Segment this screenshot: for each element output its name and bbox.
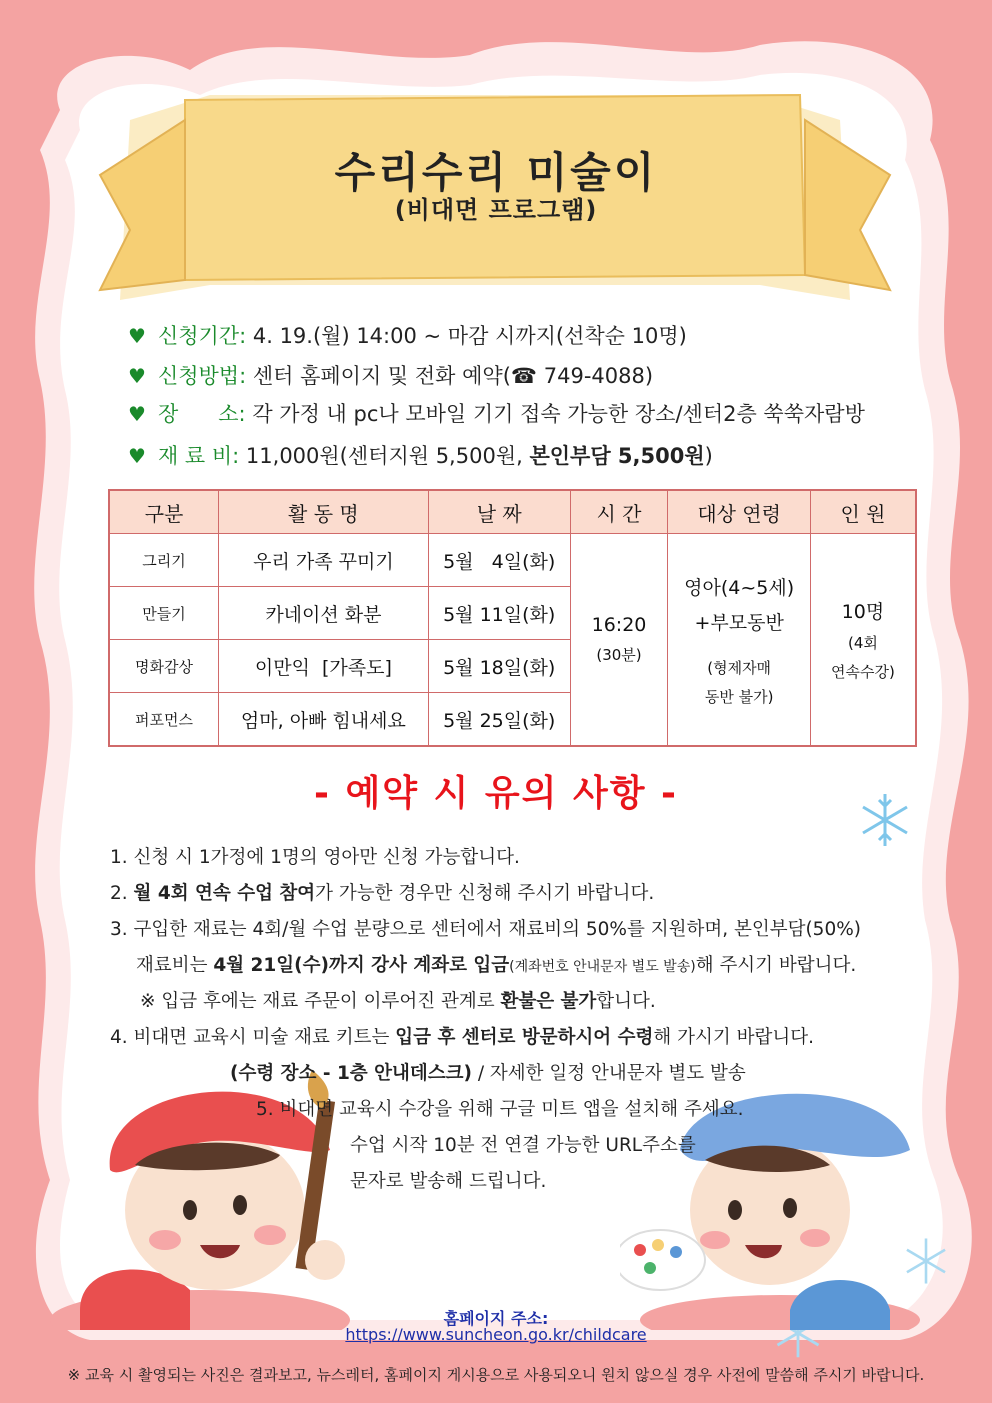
notice-line xyxy=(230,1059,746,1085)
notice-text: 재료비는 xyxy=(136,955,214,976)
notice-line xyxy=(140,987,656,1013)
table-row xyxy=(109,534,916,587)
count-note-2: 연속수강) xyxy=(831,663,895,681)
info-label: 장 소: xyxy=(157,402,246,426)
homepage-link[interactable]: https://www.suncheon.go.kr/childcare xyxy=(345,1325,647,1344)
info-value: 센터 홈페이지 및 전화 예약(☎ 749-4088) xyxy=(252,364,654,388)
notice-text: ※ 입금 후에는 재료 주문이 이루어진 관계로 xyxy=(140,991,501,1012)
info-location xyxy=(128,398,865,428)
table-cell-date: 5월 4일(화) xyxy=(428,534,570,587)
age-line-1: 영아(4~5세) xyxy=(684,576,795,599)
notice-emphasis: 환불은 불가 xyxy=(500,991,597,1012)
notice-text: 가 가능한 경우만 신청해 주시기 바랍니다. xyxy=(315,883,655,904)
info-label: 재 료 비: xyxy=(157,444,240,468)
info-value: 11,000원(센터지원 5,500원, xyxy=(245,444,530,468)
notice-title: - 예약 시 유의 사항 - xyxy=(314,773,678,814)
heart-icon: ♥ xyxy=(128,402,146,426)
info-value-tail: ) xyxy=(704,444,713,468)
age-note-1: (형제자매 xyxy=(707,658,772,677)
notice-line: 5. 비대면 교육시 수강을 위해 구글 미트 앱을 설치해 주세요. xyxy=(256,1099,744,1120)
table-header-row xyxy=(109,490,916,534)
page-subtitle: (비대면 프로그램) xyxy=(394,196,598,224)
schedule-table xyxy=(108,489,917,747)
age-line-2: +부모동반 xyxy=(694,611,784,634)
info-value: 4. 19.(월) 14:00 ~ 마감 시까지(선착순 10명) xyxy=(252,324,687,348)
time-note: (30분) xyxy=(596,646,642,664)
page-title: 수리수리 미술이 xyxy=(334,148,658,197)
table-cell-category: 그리기 xyxy=(109,534,219,587)
table-cell-activity: 우리 가족 꾸미기 xyxy=(219,534,429,587)
info-label: 신청기간: xyxy=(157,324,247,348)
info-label: 신청방법: xyxy=(157,364,247,388)
info-application-method xyxy=(128,360,653,390)
table-cell-activity: 엄마, 아빠 힘내세요 xyxy=(219,693,429,747)
table-cell-date: 5월 25일(화) xyxy=(428,693,570,747)
notice-emphasis: (수령 장소 - 1층 안내데스크) xyxy=(230,1063,472,1084)
table-header: 활 동 명 xyxy=(219,490,429,534)
info-value: 각 가정 내 pc나 모바일 기기 접속 가능한 장소/센터2층 쑥쑥자람방 xyxy=(252,402,865,426)
notice-line xyxy=(136,951,856,977)
info-value-bold: 본인부담 5,500원 xyxy=(529,444,705,468)
notice-text: 해 가시기 바랍니다. xyxy=(653,1027,814,1048)
info-application-period xyxy=(128,320,687,350)
table-cell-activity: 이만익 [가족도] xyxy=(219,640,429,693)
notice-line: 1. 신청 시 1가정에 1명의 영아만 신청 가능합니다. xyxy=(110,847,520,868)
notice-line: 수업 시작 10분 전 연결 가능한 URL주소를 xyxy=(350,1135,696,1156)
count-note-1: (4회 xyxy=(848,634,878,652)
count-value: 10명 xyxy=(841,601,885,623)
notice-line: 문자로 발송해 드립니다. xyxy=(350,1171,547,1192)
table-cell-date: 5월 11일(화) xyxy=(428,587,570,640)
table-cell-time xyxy=(570,534,668,747)
notice-line xyxy=(110,879,654,905)
table-header: 날 짜 xyxy=(428,490,570,534)
homepage-label: 홈페이지 주소: xyxy=(443,1309,549,1328)
footer-note: ※ 교육 시 촬영되는 사진은 결과보고, 뉴스레터, 홈페이지 게시용으로 사용되오니 원치 않으실 경우 사전에 말씀해 주시기 바랍니다. xyxy=(67,1366,925,1384)
table-header: 인 원 xyxy=(810,490,916,534)
table-cell-category: 만들기 xyxy=(109,587,219,640)
heart-icon: ♥ xyxy=(128,444,146,468)
table-cell-category: 퍼포먼스 xyxy=(109,693,219,747)
table-cell-count xyxy=(810,534,916,747)
notice-emphasis: 입금 후 센터로 방문하시어 수령 xyxy=(395,1027,654,1048)
table-header: 시 간 xyxy=(570,490,668,534)
table-header: 대상 연령 xyxy=(668,490,811,534)
notice-small: (계좌번호 안내문자 별도 발송) xyxy=(509,959,696,975)
notice-text: 2. xyxy=(110,883,134,904)
notice-emphasis: 월 4회 연속 수업 참여 xyxy=(133,883,316,904)
notice-line: 3. 구입한 재료는 4회/월 수업 분량으로 센터에서 재료비의 50%를 지원하며, 본인부담(50%) xyxy=(110,919,862,940)
table-header: 구분 xyxy=(109,490,219,534)
notice-text: 해 주시기 바랍니다. xyxy=(695,955,857,976)
table-cell-date: 5월 18일(화) xyxy=(428,640,570,693)
age-note-2: 동반 불가) xyxy=(704,687,774,706)
notice-emphasis: 4월 21일(수)까지 강사 계좌로 입금 xyxy=(213,955,510,976)
heart-icon: ♥ xyxy=(128,364,146,388)
time-value: 16:20 xyxy=(591,614,647,636)
table-cell-activity: 카네이션 화분 xyxy=(219,587,429,640)
info-material-fee xyxy=(128,440,713,470)
notice-text: 합니다. xyxy=(596,991,656,1012)
notice-line xyxy=(110,1023,814,1049)
table-cell-category: 명화감상 xyxy=(109,640,219,693)
table-cell-age xyxy=(668,534,811,747)
homepage-link-wrapper xyxy=(0,1325,992,1344)
heart-icon: ♥ xyxy=(128,324,146,348)
notice-text: / 자세한 일정 안내문자 별도 발송 xyxy=(471,1063,746,1084)
notice-text: 4. 비대면 교육시 미술 재료 키트는 xyxy=(110,1027,396,1048)
